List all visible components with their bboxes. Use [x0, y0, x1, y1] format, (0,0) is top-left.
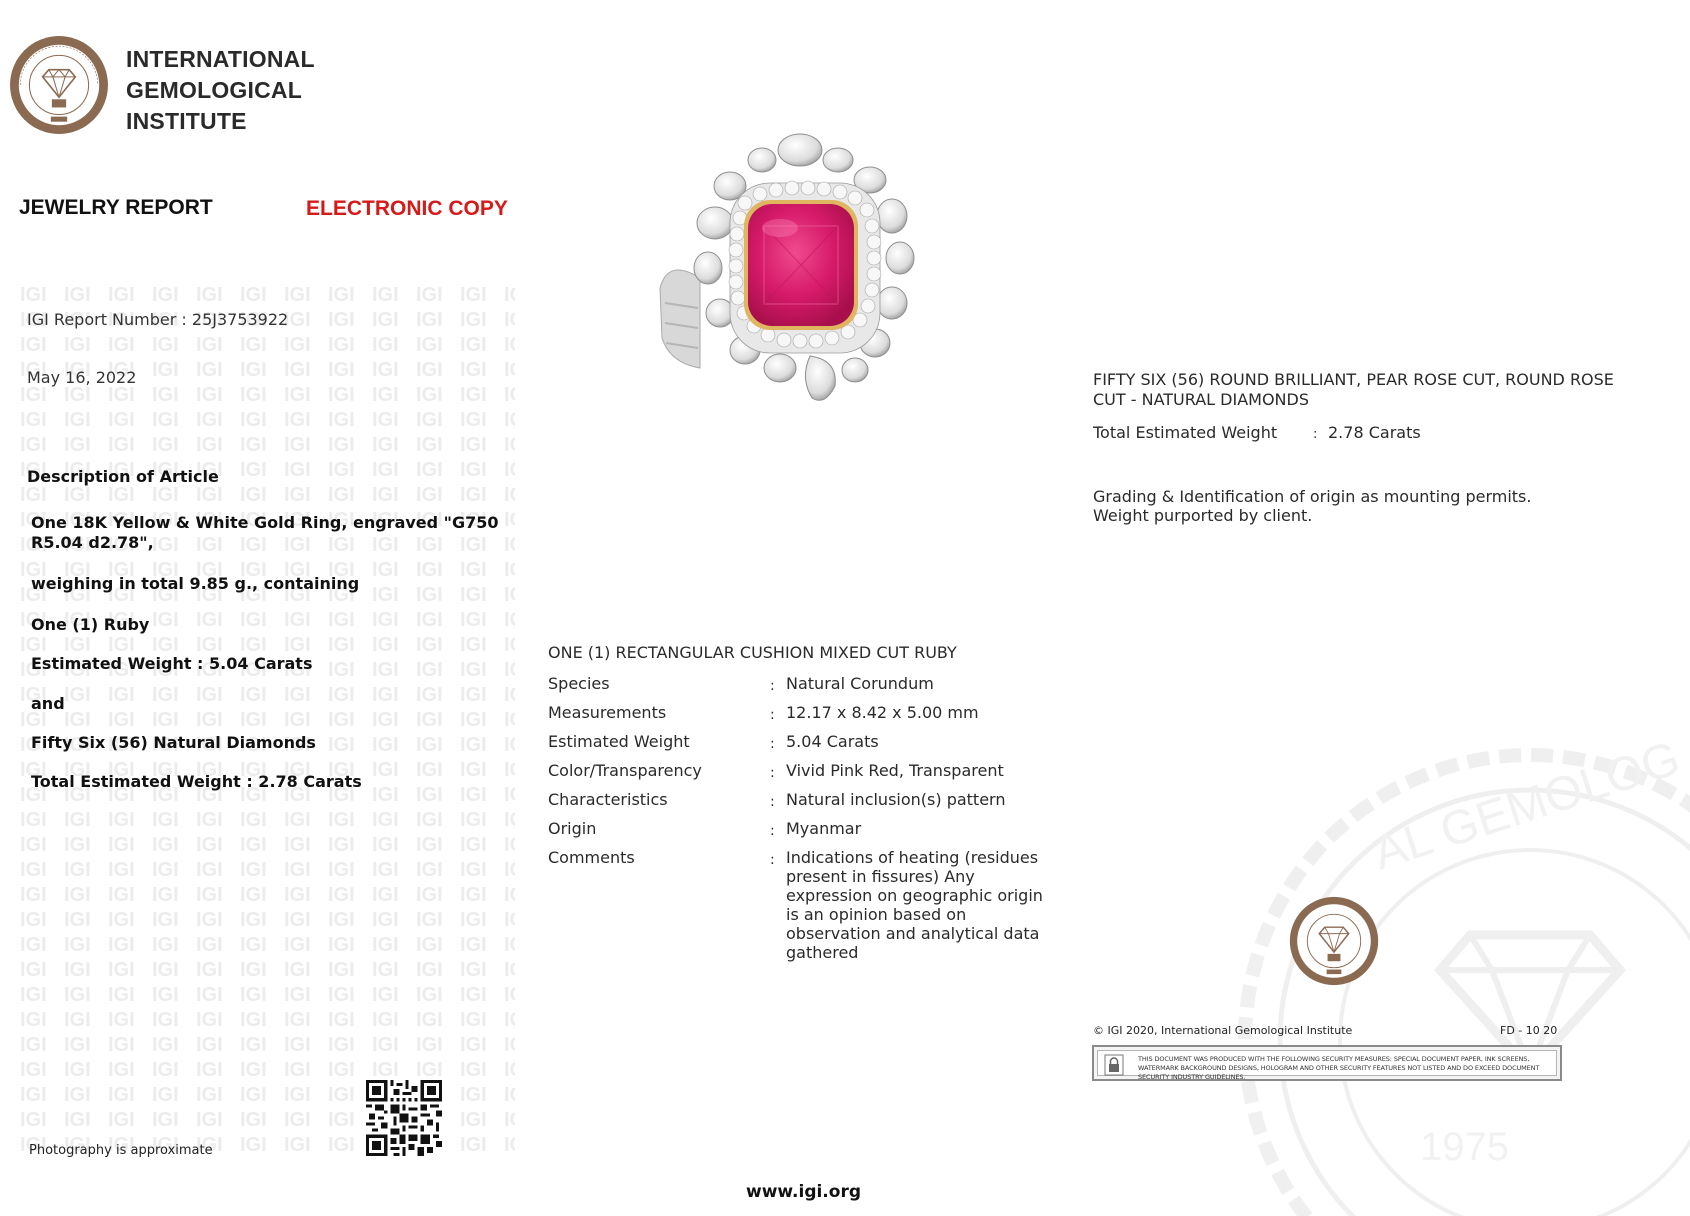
electronic-copy-label: ELECTRONIC COPY [306, 197, 508, 220]
gem-row-colon: : [770, 823, 775, 839]
description-heading: Description of Article [27, 467, 219, 486]
gem-row-colon: : [770, 852, 775, 868]
gem-row-colon: : [770, 707, 775, 723]
gem-row-label: Color/Transparency [548, 761, 702, 780]
watermark-panel [18, 282, 515, 1152]
diamond-weight-value: 2.78 Carats [1328, 423, 1421, 442]
svg-text:1975: 1975 [1420, 1125, 1509, 1169]
website-link[interactable]: www.igi.org [746, 1182, 861, 1202]
security-notice-box [1092, 1045, 1562, 1081]
security-notice-text: THIS DOCUMENT WAS PRODUCED WITH THE FOLLOWING SECURITY MEASURES: SPECIAL DOCUMENT PAPER, INK SCREENS, WATERMARK BACKGROUND DESIGNS, HOLOGRAM AND OTHER SECURITY FEATURES NOT LISTED AND DO EXCEED DOCUMENT SECURITY INDUSTRY GUIDELINES. [1138, 1055, 1540, 1081]
description-line7: Total Estimated Weight : 2.78 Carats [31, 772, 362, 791]
report-date: May 16, 2022 [27, 368, 137, 387]
description-line2: weighing in total 9.85 g., containing [31, 574, 360, 593]
report-type-title: JEWELRY REPORT [19, 196, 213, 219]
gem-row-label: Origin [548, 819, 597, 838]
description-line3: One (1) Ruby [31, 615, 150, 634]
gem-row-colon: : [770, 736, 775, 752]
description-line4: Estimated Weight : 5.04 Carats [31, 654, 313, 673]
gem-row-colon: : [770, 765, 775, 781]
org-name-line1: INTERNATIONAL [126, 46, 315, 72]
org-name-line3: INSTITUTE [126, 108, 247, 134]
description-line6: Fifty Six (56) Natural Diamonds [31, 733, 316, 752]
diamond-title-line1: FIFTY SIX (56) ROUND BRILLIANT, PEAR ROSE CUT, ROUND ROSE [1093, 370, 1614, 389]
form-code: FD - 10 20 [1500, 1024, 1558, 1037]
grading-note [1093, 487, 1531, 525]
diamond-weight-colon: : [1313, 427, 1318, 442]
igi-logo-seal-icon [8, 34, 110, 136]
gem-row-label: Measurements [548, 703, 667, 722]
gem-row-label: Comments [548, 848, 635, 867]
grading-note-line2: Weight purported by client. [1093, 506, 1313, 525]
igi-watermark-pattern [18, 282, 515, 1152]
gem-row-value: Myanmar [786, 819, 862, 838]
grading-note-line1: Grading & Identification of origin as mounting permits. [1093, 487, 1532, 506]
report-number: IGI Report Number : 25J3753922 [27, 310, 289, 329]
gem-row-value: Indications of heating (residues present in fissures) Any expression on geographic origin is an opinion based on observation and analytical data gathered [786, 848, 1043, 962]
diamond-title [1093, 370, 1614, 410]
diamond-title-line2: CUT - NATURAL DIAMONDS [1093, 390, 1309, 409]
svg-text:AL GEMOLOG: AL GEMOLOG [1367, 731, 1687, 881]
qr-code-icon[interactable] [366, 1080, 442, 1156]
gem-row-value: 5.04 Carats [786, 732, 879, 751]
gem-row-value: Natural Corundum [786, 674, 934, 693]
diamond-weight-label: Total Estimated Weight [1093, 423, 1278, 442]
security-notice-inner [1097, 1050, 1557, 1081]
description-line1b: R5.04 d2.78", [31, 533, 154, 552]
org-name-line2: GEMOLOGICAL [126, 77, 302, 103]
gem-row-value: Vivid Pink Red, Transparent [786, 761, 1004, 780]
gem-row-label: Characteristics [548, 790, 668, 809]
gem-row-label: Species [548, 674, 610, 693]
photography-note: Photography is approximate [29, 1143, 213, 1158]
gem-row-value: Natural inclusion(s) pattern [786, 790, 1006, 809]
gem-row-label: Estimated Weight [548, 732, 690, 751]
gem-title: ONE (1) RECTANGULAR CUSHION MIXED CUT RUBY [548, 643, 957, 662]
copyright-notice: © IGI 2020, International Gemological Institute [1093, 1024, 1353, 1037]
gem-row-colon: : [770, 678, 775, 694]
gem-row-colon: : [770, 794, 775, 810]
lock-icon [1104, 1054, 1124, 1076]
description-line5: and [31, 694, 65, 713]
ring-photo [660, 128, 940, 418]
description-line1: One 18K Yellow & White Gold Ring, engraved "G750 [31, 513, 499, 532]
igi-small-seal-icon [1288, 895, 1380, 987]
gem-row-value: 12.17 x 8.42 x 5.00 mm [786, 703, 979, 722]
org-name [126, 44, 315, 137]
